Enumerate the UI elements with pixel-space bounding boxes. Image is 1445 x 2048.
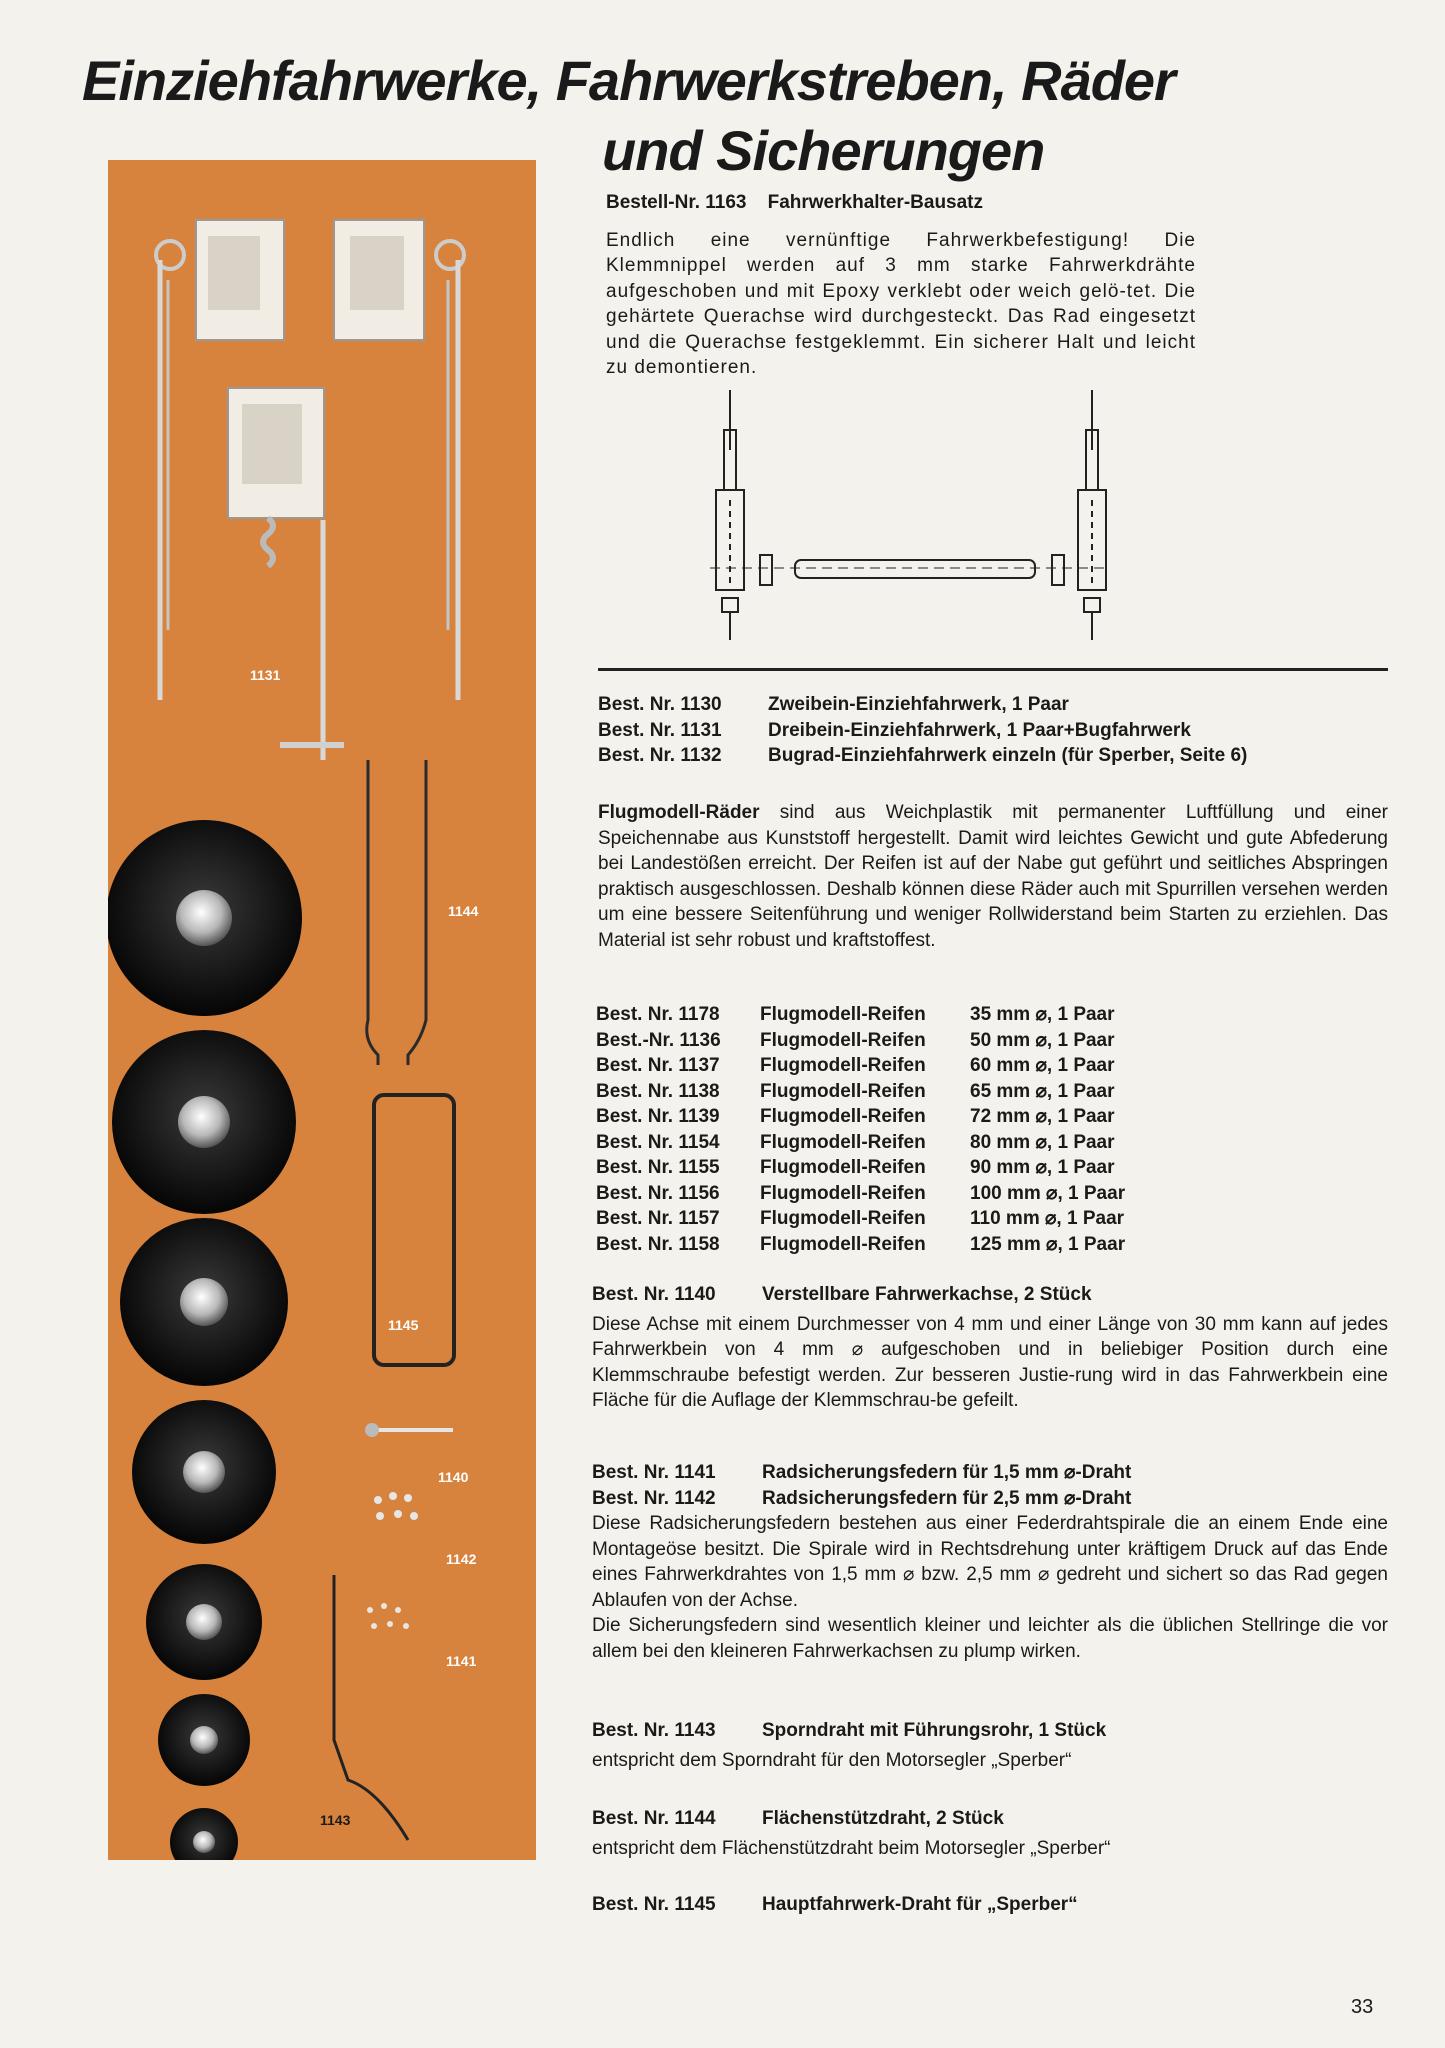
springs-text-2: Die Sicherungsfedern sind wesentlich kleiner und leichter als die üblichen Stellringe die vor allem bei den kleineren Fahrwerkachsen zu plump wirken. xyxy=(592,1615,1388,1662)
photo-label-1131: 1131 xyxy=(250,667,281,683)
tire-name: Flugmodell-Reifen xyxy=(760,1157,926,1178)
tire-number: Best. Nr. 1139 xyxy=(596,1106,720,1127)
item-number: Best. Nr. 1142 xyxy=(592,1487,716,1509)
page-title-line2: und Sicherungen xyxy=(602,119,1045,182)
tire-size: 50 mm ⌀, 1 Paar xyxy=(970,1029,1115,1051)
list-item xyxy=(592,1460,1388,1486)
wheels-lead: Flugmodell-Räder xyxy=(598,802,760,823)
landing-gear-list xyxy=(598,692,1388,769)
tire-row xyxy=(596,1079,1386,1105)
tire-row xyxy=(596,1206,1386,1232)
tire-size: 80 mm ⌀, 1 Paar xyxy=(970,1131,1115,1153)
tire-size: 65 mm ⌀, 1 Paar xyxy=(970,1080,1115,1102)
tires-list xyxy=(596,1002,1386,1257)
list-item xyxy=(598,692,1388,718)
section-1163-text: Endlich eine vernünftige Fahrwerkbefestigung! Die Klemmnippel werden auf 3 mm starke Fahrwerkdrähte aufgeschoben und mit Epoxy verklebt oder weich gelö-tet. Die gehärtete Querachse wird durchgesteckt. Das Rad eingesetzt und die Querachse festgeklemmt. Ein sicherer Halt und leicht zu demontieren. xyxy=(606,229,1196,378)
tire-row xyxy=(596,1130,1386,1156)
tire-name: Flugmodell-Reifen xyxy=(760,1182,926,1204)
section-1144 xyxy=(592,1806,1388,1861)
tire-name: Flugmodell-Reifen xyxy=(760,1055,926,1076)
tire-name: Flugmodell-Reifen xyxy=(760,1080,926,1102)
tire-row xyxy=(596,1028,1386,1054)
tire-number: Best. Nr. 1156 xyxy=(596,1182,720,1204)
list-item xyxy=(598,743,1388,769)
tire-number: Best.-Nr. 1136 xyxy=(596,1029,721,1051)
section-1140-heading xyxy=(592,1282,1388,1308)
item-number: Best. Nr. 1144 xyxy=(592,1808,716,1829)
tire-number: Best. Nr. 1155 xyxy=(596,1157,720,1178)
tire-name: Flugmodell-Reifen xyxy=(760,1004,926,1025)
item-title: Zweibein-Einziehfahrwerk, 1 Paar xyxy=(768,694,1069,715)
photo-label-1143: 1143 xyxy=(320,1812,351,1828)
tire-name: Flugmodell-Reifen xyxy=(760,1106,926,1127)
item-number: Best. Nr. 1130 xyxy=(598,694,722,715)
wheels-description xyxy=(598,800,1388,953)
item-title: Sporndraht mit Führungsrohr, 1 Stück xyxy=(762,1720,1107,1741)
item-title: Flächenstützdraht, 2 Stück xyxy=(762,1808,1004,1829)
section-1140 xyxy=(592,1282,1388,1414)
tire-name: Flugmodell-Reifen xyxy=(760,1233,926,1255)
tire-size: 125 mm ⌀, 1 Paar xyxy=(970,1233,1126,1255)
section-springs xyxy=(592,1460,1388,1664)
tire-number: Best. Nr. 1158 xyxy=(596,1233,720,1255)
tire-name: Flugmodell-Reifen xyxy=(760,1131,926,1153)
item-number: Best. Nr. 1132 xyxy=(598,745,722,766)
section-1143-heading xyxy=(592,1718,1388,1744)
section-1144-heading xyxy=(592,1806,1388,1832)
section-divider xyxy=(598,668,1388,671)
section-1143 xyxy=(592,1718,1388,1773)
photo-label-1141: 1141 xyxy=(446,1653,477,1669)
tire-size: 60 mm ⌀, 1 Paar xyxy=(970,1055,1115,1076)
tail-skid-wire xyxy=(334,1575,408,1840)
axle-holder-diagram xyxy=(700,390,1120,650)
springs-text-1: Diese Radsicherungsfedern bestehen aus einer Federdrahtspirale die an einem Ende eine Montageöse besitzt. Die Spirale wird in Rechtsdrehung unter kräftigem Druck auf das Ende eines Fahrwerkdrahtes von 1,5 mm ⌀ bzw. 2,5 mm ⌀ gedreht und sichert so das Rad gegen Ablaufen von der Achse. xyxy=(592,1513,1388,1611)
item-title: Bugrad-Einziehfahrwerk einzeln (für Sperber, Seite 6) xyxy=(768,745,1248,766)
page-title-line1: Einziehfahrwerke, Fahrwerkstreben, Räder xyxy=(82,49,1175,112)
item-title: Verstellbare Fahrwerkachse, 2 Stück xyxy=(762,1284,1092,1305)
item-title: Radsicherungsfedern für 2,5 mm ⌀-Draht xyxy=(762,1487,1132,1509)
section-1145 xyxy=(592,1892,1388,1918)
tire-name: Flugmodell-Reifen xyxy=(760,1208,926,1229)
retract-unit-nose xyxy=(228,388,344,760)
tire-number: Best. Nr. 1157 xyxy=(596,1208,720,1229)
adjustable-axle xyxy=(365,1423,453,1437)
item-number: Best. Nr. 1145 xyxy=(592,1894,716,1915)
photo-label-1145: 1145 xyxy=(388,1317,419,1333)
item-number: Best. Nr. 1141 xyxy=(592,1462,716,1483)
photo-label-1140: 1140 xyxy=(438,1469,469,1485)
section-1145-heading xyxy=(592,1892,1388,1918)
section-1163-title: Fahrwerkhalter-Bausatz xyxy=(767,192,984,213)
tire-row xyxy=(596,1155,1386,1181)
tire-row xyxy=(596,1053,1386,1079)
tire-number: Best. Nr. 1137 xyxy=(596,1055,720,1076)
wheels-text: sind aus Weichplastik mit permanenter Luftfüllung und einer Speichennabe aus Kunststoff hergestellt. Damit wird leichtes Gewicht und gute Abfederung bei Landestößen erreicht. Der Reifen ist auf der Nabe gut geführt und seitliches Abspringen praktisch ausgeschlossen. Deshalb können diese Räder auch mit Spurrillen versehen werden um eine bessere Seitenführung und weniger Rollwiderstand beim Starten zu erziehlen. Das Material ist sehr robust und kraftstoffest. xyxy=(598,802,1388,951)
tire-number: Best. Nr. 1138 xyxy=(596,1080,720,1102)
tire-row xyxy=(596,1181,1386,1207)
product-photo xyxy=(108,160,536,1860)
tire-size: 100 mm ⌀, 1 Paar xyxy=(970,1182,1126,1204)
item-number: Best. Nr. 1131 xyxy=(598,719,722,741)
tire-number: Best. Nr. 1154 xyxy=(596,1131,720,1153)
list-item xyxy=(598,718,1388,744)
tire-size: 90 mm ⌀, 1 Paar xyxy=(970,1157,1115,1178)
section-1144-text: entspricht dem Flächenstützdraht beim Motorsegler „Sperber“ xyxy=(592,1837,1111,1859)
tire-row xyxy=(596,1002,1386,1028)
section-1140-text: Diese Achse mit einem Durchmesser von 4 mm und einer Länge von 30 mm kann auf jedes Fahrwerkbein von 4 mm ⌀ aufgeschoben und in beliebiger Position durch eine Klemmschraube befestigt werden. Zur besseren Justie-rung wird in das Fahrwerkbein eine Fläche für die Auflage der Klemmschrau-be gefeilt. xyxy=(592,1313,1388,1411)
item-title: Hauptfahrwerk-Draht für „Sperber“ xyxy=(762,1894,1078,1915)
product-photo-illustration xyxy=(108,160,536,1860)
page-number: 33 xyxy=(1351,1996,1374,2018)
tire-size: 35 mm ⌀, 1 Paar xyxy=(970,1004,1115,1025)
tire-number: Best. Nr. 1178 xyxy=(596,1004,720,1025)
tire-row xyxy=(596,1232,1386,1258)
tire-row xyxy=(596,1104,1386,1130)
item-number: Best. Nr. 1140 xyxy=(592,1284,716,1305)
item-number: Best. Nr. 1143 xyxy=(592,1720,716,1741)
section-1163-heading xyxy=(606,190,1196,216)
wheel-retaining-springs xyxy=(367,1492,418,1629)
photo-label-1142: 1142 xyxy=(446,1551,477,1567)
section-1163 xyxy=(606,190,1196,381)
model-wheels xyxy=(108,820,302,1860)
photo-label-1144: 1144 xyxy=(448,903,479,919)
tire-size: 110 mm ⌀, 1 Paar xyxy=(970,1208,1125,1229)
list-item xyxy=(592,1486,1388,1512)
wing-support-wires xyxy=(367,760,426,1065)
tire-size: 72 mm ⌀, 1 Paar xyxy=(970,1106,1115,1127)
item-title: Radsicherungsfedern für 1,5 mm ⌀-Draht xyxy=(762,1462,1132,1483)
item-title: Dreibein-Einziehfahrwerk, 1 Paar+Bugfahrwerk xyxy=(768,719,1191,741)
tire-name: Flugmodell-Reifen xyxy=(760,1029,926,1051)
section-1163-number: Bestell-Nr. 1163 xyxy=(606,192,747,213)
retract-unit-right xyxy=(334,220,464,700)
section-1143-text: entspricht dem Sporndraht für den Motorsegler „Sperber“ xyxy=(592,1749,1072,1771)
